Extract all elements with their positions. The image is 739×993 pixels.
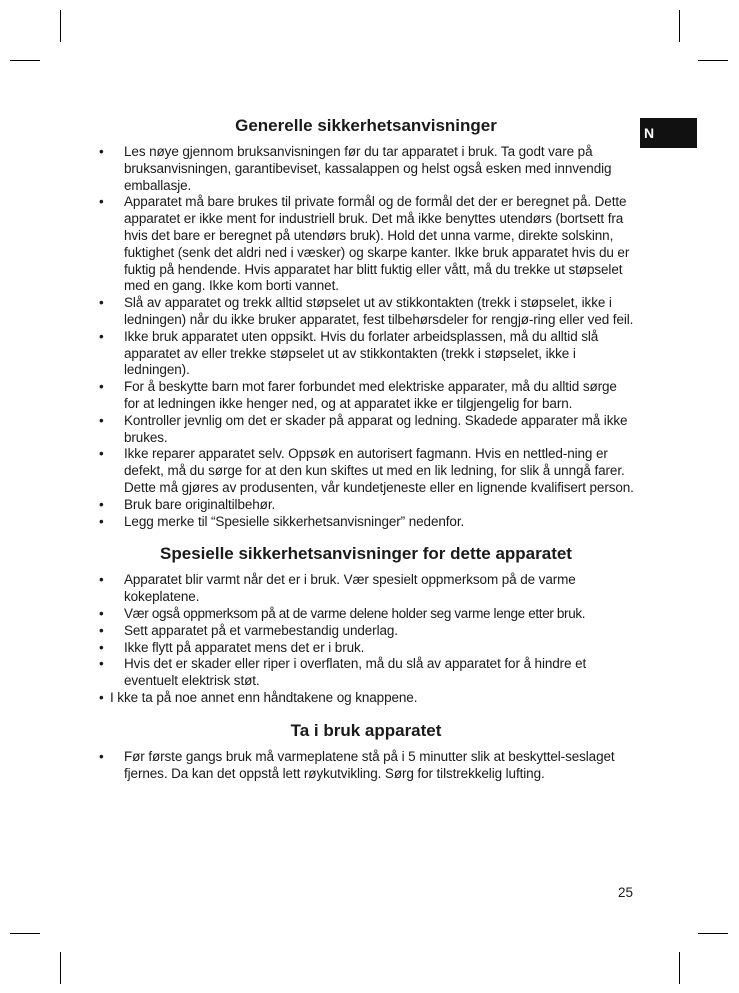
- crop-mark: [698, 60, 728, 61]
- list-item: • Les nøye gjennom bruksanvisningen før du tar apparatet i bruk. Ta godt vare på bruksanvisningen, garantibeviset, kassalappen og helst også esken med innvendig emballasje.: [98, 144, 634, 194]
- crop-mark: [698, 933, 728, 934]
- list-item: • Sett apparatet på et varmebestandig underlag.: [98, 623, 634, 640]
- list-item: • Hvis det er skader eller riper i overflaten, må du slå av apparatet for å hindre et eventuelt elektrisk støt.: [98, 656, 634, 690]
- crop-mark: [10, 60, 40, 61]
- list-item: • Apparatet blir varmt når det er i bruk. Vær spesielt oppmerksom på de varme kokeplatene.: [98, 572, 634, 606]
- list-item: • For å beskytte barn mot farer forbundet med elektriske apparater, må du alltid sørge for at ledningen ikke henger ned, og at apparatet ikke er tilgjengelig for barn.: [98, 379, 634, 413]
- section-title: Ta i bruk apparatet: [290, 720, 442, 740]
- list-item: • Vær også oppmerksom på at de varme delene holder seg varme lenge etter bruk.: [98, 606, 634, 623]
- page-number: 25: [617, 885, 633, 900]
- list-item: • Kontroller jevnlig om det er skader på apparat og ledning. Skadede apparater må ikke brukes.: [98, 413, 634, 447]
- list-item: • Apparatet må bare brukes til private formål og de formål det der er beregnet på. Dette apparatet er ikke ment for industriell bruk. Det må ikke benyttes utendørs (bortsett fra hvis det bare er beregnet på utendørs bruk). Hold det unna varme, direkte solskinn, fuktighet (senk det aldri ned i væsker) og skarpe kanter. Ikke bruk apparatet hvis du er fuktig på hendende. Hvis apparatet har blitt fuktig eller vått, må du trekke ut støpselet med en gang. Ikke kom borti vannet.: [98, 194, 634, 295]
- bullet-list: [98, 749, 634, 783]
- section-special-safety: [98, 544, 634, 706]
- list-item: • Ikke bruk apparatet uten oppsikt. Hvis du forlater arbeidsplassen, må du alltid slå apparatet av eller trekke støpselet ut av stikkontakten (trekk i støpselet, ikke i ledningen).: [98, 329, 634, 379]
- list-item: • I kke ta på noe annet enn håndtakene og knappene.: [98, 690, 634, 707]
- list-item: • Ikke reparer apparatet selv. Oppsøk en autorisert fagmann. Hvis en nettled-ning er defekt, må du sørge for at den kun skiftes ut med en lik ledning, for slik å unngå farer. Dette må gjøres av produsenten, vår kundetjeneste eller en lignende kvalifisert person.: [98, 446, 634, 496]
- list-item: • Før første gangs bruk må varmeplatene stå på i 5 minutter slik at beskyttel-seslaget fjernes. Da kan det oppstå lett røykutvikling. Sørg for tilstrekkelig lufting.: [98, 749, 634, 783]
- crop-mark: [60, 10, 61, 42]
- list-item: • Slå av apparatet og trekk alltid støpselet ut av stikkontakten (trekk i støpselet, ikke i ledningen) når du ikke bruker apparatet, fest tilbehørsdeler for rengjø-ring eller ved feil.: [98, 295, 634, 329]
- section-general-safety: [98, 116, 634, 530]
- bullet-list: [98, 572, 634, 706]
- list-item: • Legg merke til “Spesielle sikkerhetsanvisninger” nedenfor.: [98, 514, 634, 531]
- crop-mark: [60, 952, 61, 984]
- crop-mark: [10, 933, 40, 934]
- bullet-list: [98, 144, 634, 530]
- section-title: Generelle sikkerhetsanvisninger: [235, 116, 497, 135]
- page-content: [98, 116, 634, 782]
- list-item: • Bruk bare originaltilbehør.: [98, 497, 634, 514]
- crop-mark: [679, 952, 680, 984]
- list-item: • Ikke flytt på apparatet mens det er i bruk.: [98, 640, 634, 657]
- section-title: Spesielle sikkerhetsanvisninger for dette apparatet: [160, 544, 572, 564]
- section-first-use: [98, 721, 634, 783]
- language-tab: N: [640, 118, 697, 148]
- crop-mark: [679, 10, 680, 42]
